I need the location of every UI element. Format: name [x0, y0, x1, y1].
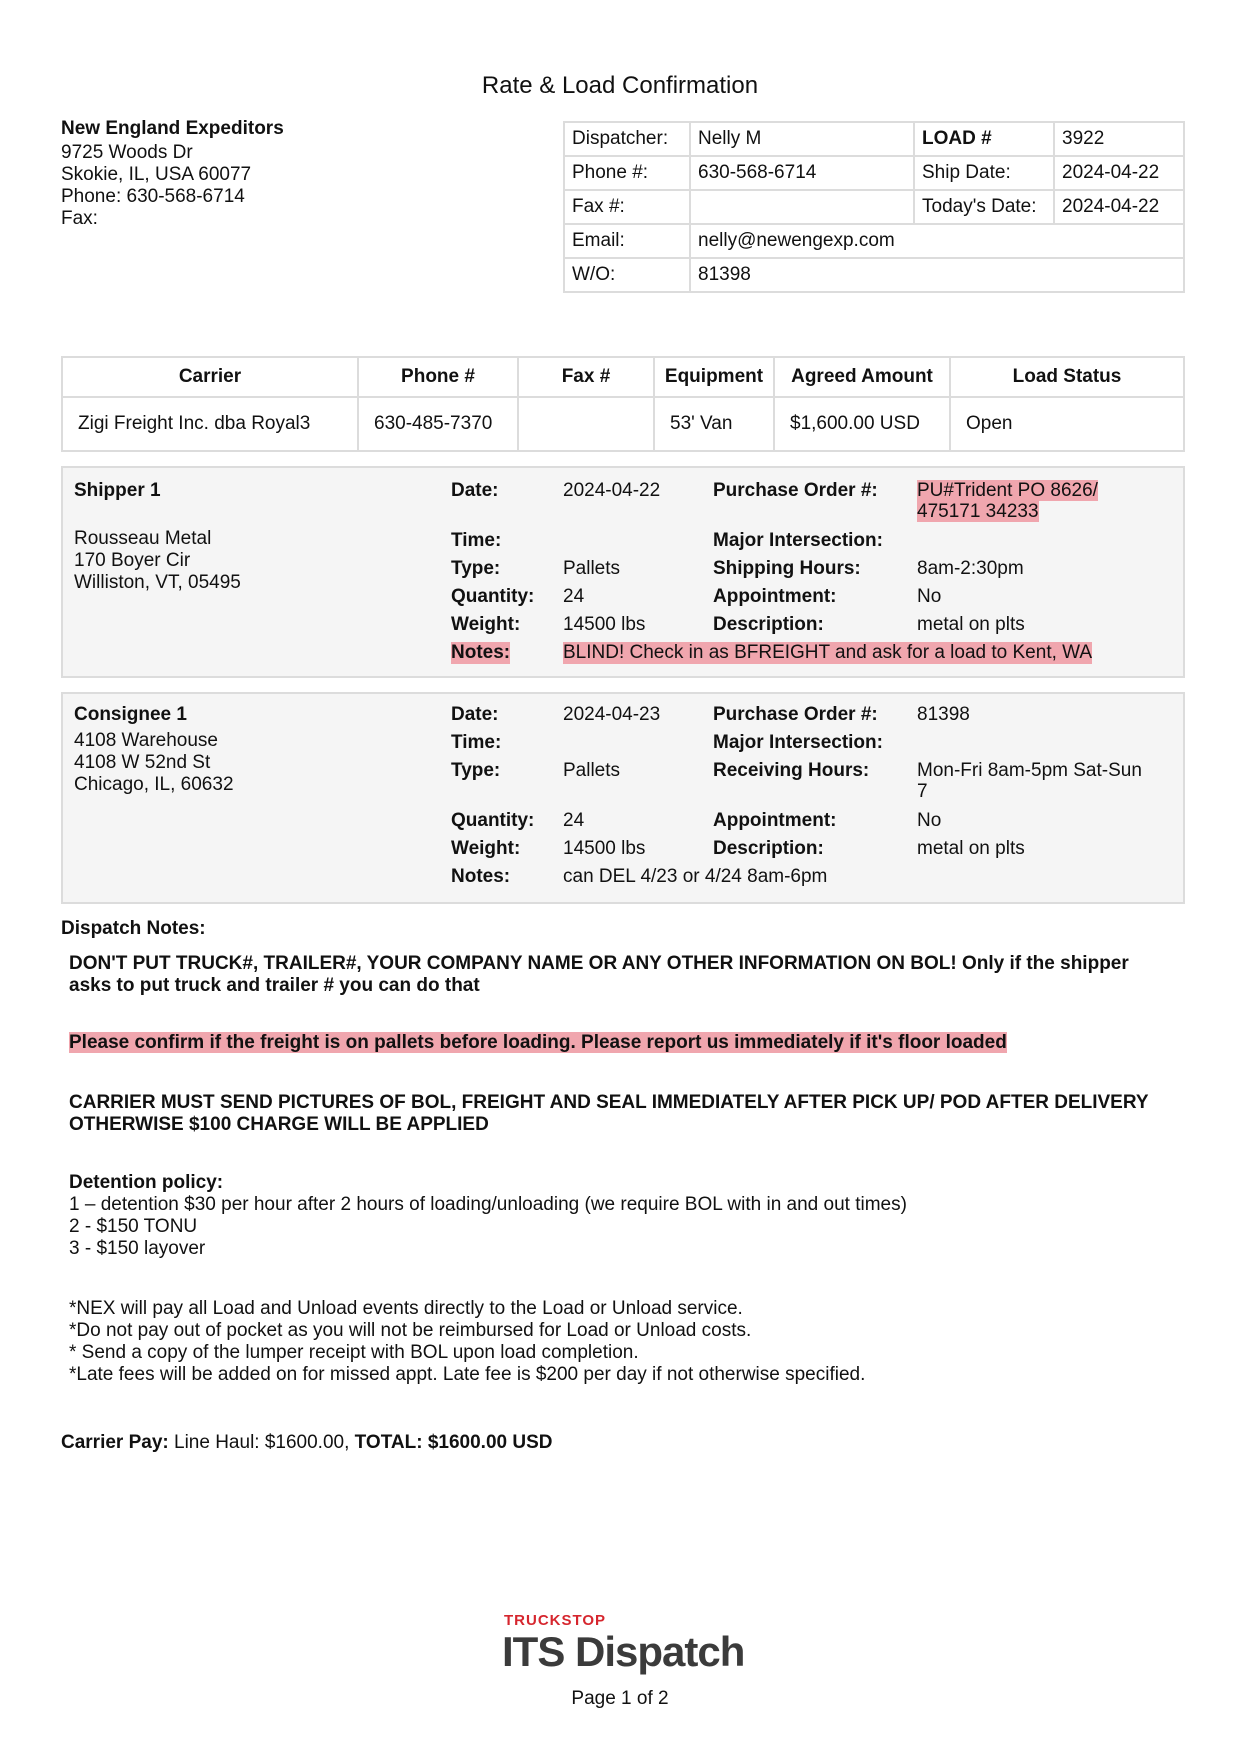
shipper-date: 2024-04-22 [563, 480, 661, 501]
carrier-pay [61, 1432, 552, 1454]
carrier-load-status: Open [950, 397, 1184, 451]
terms-item: *Do not pay out of pocket as you will not be reimbursed for Load or Unload costs. [69, 1320, 752, 1341]
consignee-po: 81398 [917, 704, 970, 725]
shipper-appointment-label: Appointment: [713, 586, 837, 607]
consignee-hours-label: Receiving Hours: [713, 760, 870, 781]
agreed-amount-header: Agreed Amount [774, 357, 950, 397]
todays-date-value: 2024-04-22 [1054, 190, 1184, 224]
company-name: New England Expeditors [61, 118, 284, 139]
shipper-address [74, 528, 241, 594]
consignee-address [74, 730, 234, 796]
work-order-label: W/O: [564, 258, 690, 292]
shipper-notes: BLIND! Check in as BFREIGHT and ask for a load to Kent, WA [563, 642, 1093, 663]
fax-label: Fax #: [564, 190, 690, 224]
carrier-equipment: 53' Van [654, 397, 774, 451]
terms-item: * Send a copy of the lumper receipt with BOL upon load completion. [69, 1342, 639, 1363]
shipper-po-label: Purchase Order #: [713, 480, 878, 501]
consignee-hours-line1: Mon-Fri 8am-5pm Sat-Sun [917, 760, 1142, 781]
shipper-heading: Shipper 1 [74, 480, 161, 501]
consignee-hours [917, 760, 1142, 802]
consignee-po-label: Purchase Order #: [713, 704, 878, 725]
truckstop-logo-text: TRUCKSTOP [504, 1612, 607, 1629]
consignee-date: 2024-04-23 [563, 704, 661, 725]
consignee-heading: Consignee 1 [74, 704, 187, 725]
shipper-type-label: Type: [451, 558, 501, 579]
shipper-po [917, 480, 1098, 522]
carrier-name: Zigi Freight Inc. dba Royal3 [62, 397, 358, 451]
shipper-appointment: No [917, 586, 942, 607]
shipper-quantity: 24 [563, 586, 585, 607]
consignee-hours-line2: 7 [917, 781, 928, 802]
shipper-name: Rousseau Metal [74, 528, 212, 549]
consignee-appointment: No [917, 810, 942, 831]
detention-policy [69, 1172, 907, 1260]
shipper-hours: 8am-2:30pm [917, 558, 1024, 579]
consignee-appointment-label: Appointment: [713, 810, 837, 831]
carrier-fax [518, 397, 654, 451]
work-order-value: 81398 [690, 258, 1184, 292]
dispatch-note-pallets-text: Please confirm if the freight is on pallets before loading. Please report us immediately if it's floor loaded [69, 1032, 1007, 1053]
dispatcher-value: Nelly M [690, 122, 914, 156]
phone-label: Phone #: [564, 156, 690, 190]
dispatch-info-table [563, 121, 1185, 293]
shipper-description: metal on plts [917, 614, 1025, 635]
todays-date-label: Today's Date: [914, 190, 1054, 224]
shipper-description-label: Description: [713, 614, 824, 635]
detention-policy-heading: Detention policy: [69, 1172, 224, 1193]
carrier-pay-line-haul: Line Haul: $1600.00, [168, 1432, 355, 1453]
company-block [61, 118, 284, 230]
payment-terms [69, 1298, 865, 1386]
fax-header: Fax # [518, 357, 654, 397]
carrier-table [61, 356, 1185, 452]
consignee-notes: can DEL 4/23 or 4/24 8am-6pm [563, 866, 828, 887]
consignee-weight: 14500 lbs [563, 838, 646, 859]
terms-item: *NEX will pay all Load and Unload events directly to the Load or Unload service. [69, 1298, 743, 1319]
detention-item: 2 - $150 TONU [69, 1216, 198, 1237]
email-label: Email: [564, 224, 690, 258]
load-status-header: Load Status [950, 357, 1184, 397]
consignee-name: 4108 Warehouse [74, 730, 219, 751]
shipper-time-label: Time: [451, 530, 502, 551]
consignee-quantity: 24 [563, 810, 585, 831]
carrier-pay-label: Carrier Pay: [61, 1432, 169, 1453]
dispatch-note-bol: DON'T PUT TRUCK#, TRAILER#, YOUR COMPANY NAME OR ANY OTHER INFORMATION ON BOL! Only if the shipper asks to put truck and trailer # you can do that [69, 953, 1129, 996]
shipper-weight: 14500 lbs [563, 614, 646, 635]
consignee-weight-label: Weight: [451, 838, 521, 859]
company-phone: Phone: 630-568-6714 [61, 186, 245, 207]
consignee-time-label: Time: [451, 732, 502, 753]
shipper-po-line1: PU#Trident PO 8626/ [917, 480, 1098, 501]
dispatch-note-pictures: CARRIER MUST SEND PICTURES OF BOL, FREIGHT AND SEAL IMMEDIATELY AFTER PICK UP/ POD AFTER DELIVERY OTHERWISE $100 CHARGE WILL BE APPLIED [69, 1092, 1149, 1135]
ship-date-value: 2024-04-22 [1054, 156, 1184, 190]
consignee-date-label: Date: [451, 704, 499, 725]
shipper-quantity-label: Quantity: [451, 586, 535, 607]
shipper-street: 170 Boyer Cir [74, 550, 191, 571]
consignee-notes-label: Notes: [451, 866, 511, 887]
shipper-type: Pallets [563, 558, 621, 579]
carrier-table-header [62, 357, 1184, 397]
consignee-quantity-label: Quantity: [451, 810, 535, 831]
carrier-agreed-amount: $1,600.00 USD [774, 397, 950, 451]
consignee-type: Pallets [563, 760, 621, 781]
company-fax: Fax: [61, 208, 98, 229]
consignee-description-label: Description: [713, 838, 824, 859]
dispatch-notes-heading: Dispatch Notes: [61, 918, 206, 939]
shipper-weight-label: Weight: [451, 614, 521, 635]
company-address-line1: 9725 Woods Dr [61, 142, 193, 163]
shipper-notes-label: Notes: [451, 642, 511, 663]
table-row [62, 397, 1184, 451]
phone-header: Phone # [358, 357, 518, 397]
shipper-po-line2: 475171 34233 [917, 501, 1039, 522]
terms-item: *Late fees will be added on for missed appt. Late fee is $200 per day if not otherwise specified. [69, 1364, 866, 1385]
carrier-header: Carrier [62, 357, 358, 397]
load-number-value: 3922 [1054, 122, 1184, 156]
dispatch-note-pallets [69, 1032, 1007, 1054]
load-number-label: LOAD # [914, 122, 1054, 156]
document-title: Rate & Load Confirmation [481, 72, 759, 99]
company-address-line2: Skokie, IL, USA 60077 [61, 164, 252, 185]
page-number: Page 1 of 2 [571, 1688, 669, 1709]
detention-item: 1 – detention $30 per hour after 2 hours of loading/unloading (we require BOL with in and out times) [69, 1194, 907, 1215]
its-dispatch-logo: ITS Dispatch [502, 1628, 745, 1675]
consignee-intersection-label: Major Intersection: [713, 732, 883, 753]
shipper-city: Williston, VT, 05495 [74, 572, 241, 593]
shipper-intersection-label: Major Intersection: [713, 530, 883, 551]
consignee-section [61, 692, 1185, 904]
consignee-description: metal on plts [917, 838, 1025, 859]
carrier-pay-total: TOTAL: $1600.00 USD [354, 1432, 553, 1453]
fax-value [690, 190, 914, 224]
detention-item: 3 - $150 layover [69, 1238, 206, 1259]
shipper-section [61, 466, 1185, 678]
carrier-phone: 630-485-7370 [358, 397, 518, 451]
shipper-date-label: Date: [451, 480, 499, 501]
email-value: nelly@newengexp.com [690, 224, 1184, 258]
phone-value: 630-568-6714 [690, 156, 914, 190]
consignee-city: Chicago, IL, 60632 [74, 774, 234, 795]
consignee-street: 4108 W 52nd St [74, 752, 211, 773]
equipment-header: Equipment [654, 357, 774, 397]
consignee-type-label: Type: [451, 760, 501, 781]
shipper-hours-label: Shipping Hours: [713, 558, 861, 579]
dispatcher-label: Dispatcher: [564, 122, 690, 156]
ship-date-label: Ship Date: [914, 156, 1054, 190]
